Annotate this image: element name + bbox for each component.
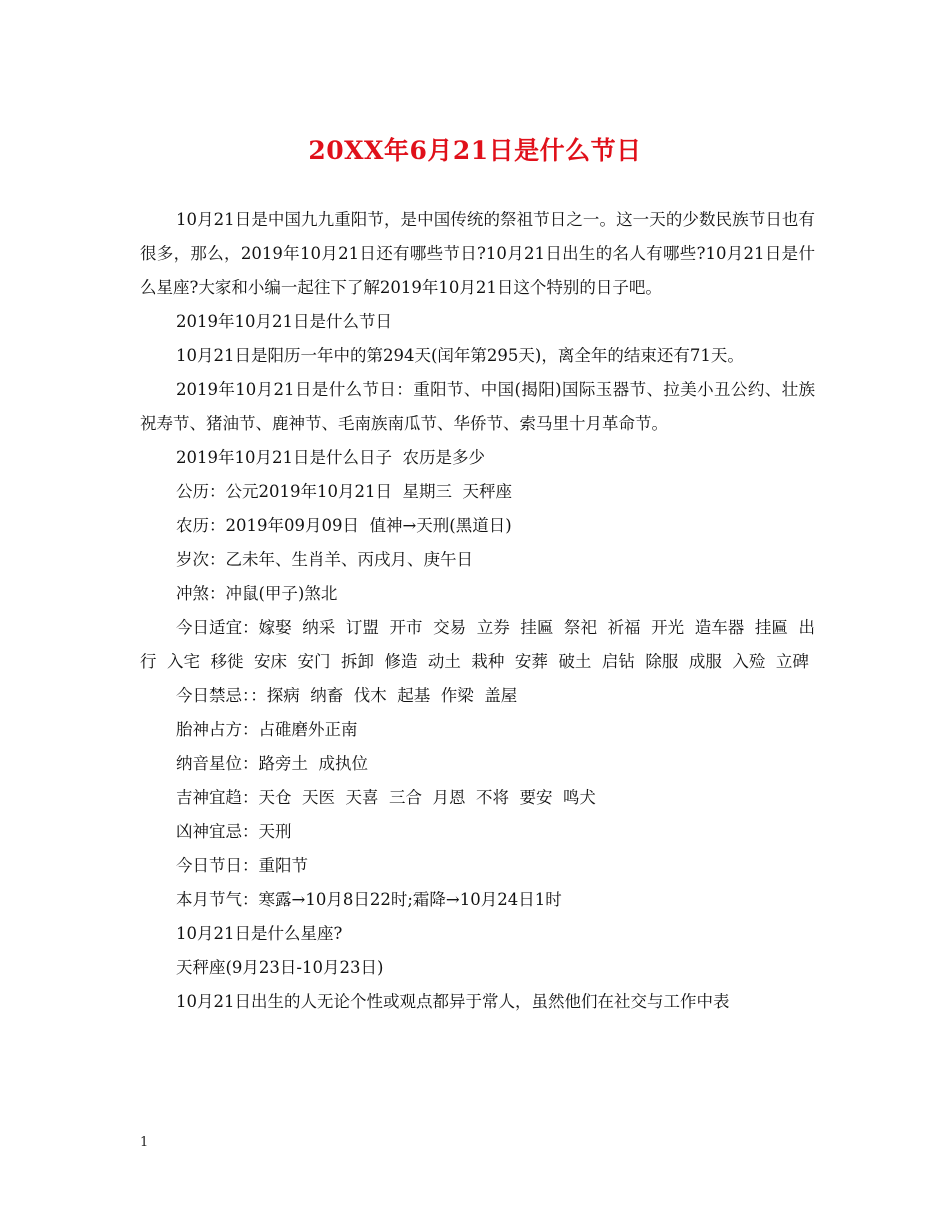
- paragraph-intro: 10月21日是中国九九重阳节，是中国传统的祭祖节日之一。这一天的少数民族节日也有很多，那么，2019年10月21日还有哪些节日?10月21日出生的名人有哪些?10月21日是什么星座?大家和小编一起往下了解2019年10月21日这个特别的日子吧。: [140, 210, 815, 297]
- paragraph-chongsha: 冲煞：冲鼠(甲子)煞北: [176, 584, 338, 603]
- paragraph-suitable: 今日适宜：嫁娶 纳采 订盟 开市 交易 立券 挂匾 祭祀 祈福 开光 造车器 挂匾 出行 入宅 移徙 安床 安门 拆卸 修造 动土 栽种 安葬 破土 启钻 除服 成服 入殓 立碑: [140, 618, 815, 671]
- paragraph-suici: 岁次：乙未年、生肖羊、丙戌月、庚午日: [176, 550, 473, 569]
- paragraph-solar-terms: 本月节气：寒露→10月8日22时;霜降→10月24日1时: [176, 890, 562, 909]
- page-number: 1: [140, 1135, 149, 1150]
- paragraph-heading-zodiac: 10月21日是什么星座?: [176, 924, 343, 943]
- paragraph-zodiac-range: 天秤座(9月23日-10月23日): [176, 958, 384, 977]
- paragraph-festival-list: 2019年10月21日是什么节日：重阳节、中国(揭阳)国际玉器节、拉美小丑公约、壮族祝寿节、猪油节、鹿神节、毛南族南瓜节、华侨节、索马里十月革命节。: [140, 380, 815, 433]
- paragraph-today-festival: 今日节日：重阳节: [176, 856, 308, 875]
- document-title: 20XX年6月21日是什么节日: [308, 136, 642, 165]
- paragraph-gregorian: 公历：公元2019年10月21日 星期三 天秤座: [176, 482, 512, 501]
- paragraph-xiongshen: 凶神宜忌：天刑: [176, 822, 292, 841]
- paragraph-nayin: 纳音星位：路旁土 成执位: [176, 754, 368, 773]
- paragraph-lunar: 农历：2019年09月09日 值神→天刑(黑道日): [176, 516, 512, 535]
- paragraph-heading-festival: 2019年10月21日是什么节日: [176, 312, 392, 331]
- paragraph-heading-lunar: 2019年10月21日是什么日子 农历是多少: [176, 448, 485, 467]
- paragraph-taishen: 胎神占方：占碓磨外正南: [176, 720, 358, 739]
- paragraph-personality: 10月21日出生的人无论个性或观点都异于常人，虽然他们在社交与工作中表: [176, 992, 730, 1011]
- paragraph-avoid: 今日禁忌：：探病 纳畜 伐木 起基 作梁 盖屋: [176, 686, 518, 705]
- paragraph-day-of-year: 10月21日是阳历一年中的第294天(闰年第295天)，离全年的结束还有71天。: [176, 346, 744, 365]
- document-body: [140, 203, 815, 1019]
- paragraph-jishen: 吉神宜趋：天仓 天医 天喜 三合 月恩 不将 要安 鸣犬: [176, 788, 596, 807]
